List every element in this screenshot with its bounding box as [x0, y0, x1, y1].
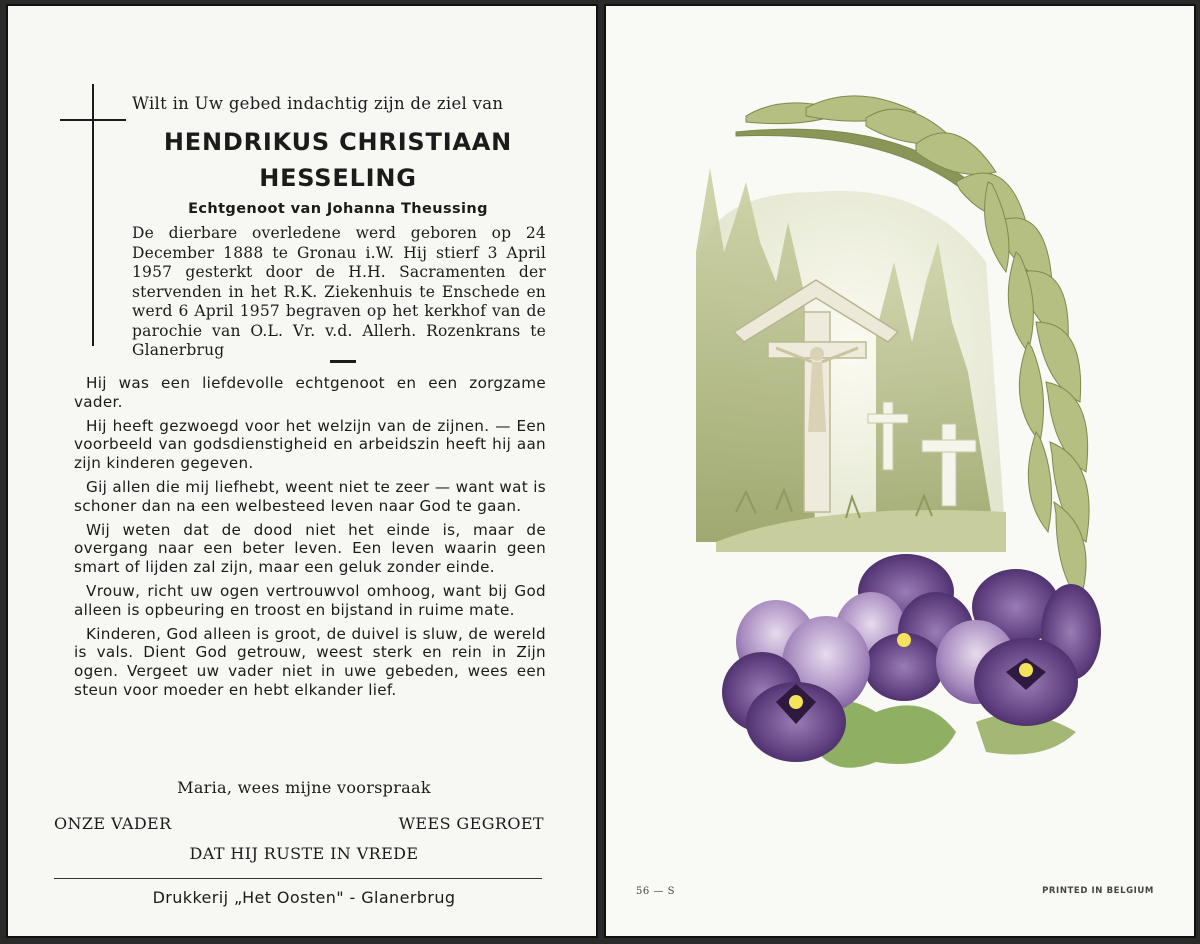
prayer-our-father: ONZE VADER — [54, 814, 172, 833]
memorial-card-text — [6, 4, 598, 938]
intro-line: Wilt in Uw gebed indachtig zijn de ziel van — [132, 94, 504, 113]
verse: Hij was een liefdevolle echtgenoot en een zorgzame vader. — [74, 374, 546, 411]
prayer-hail-mary: WEES GEGROET — [398, 814, 544, 833]
prayer-invocation: Maria, wees mijne voorspraak — [177, 778, 431, 797]
devotional-illustration — [676, 72, 1136, 812]
cross-icon-bar — [60, 119, 126, 121]
footer-divider — [54, 878, 542, 879]
pansy-flower-icon — [722, 554, 1101, 768]
verse: Wij weten dat de dood niet het einde is, maar de overgang naar een beter leven. Een leven waarin geen smart of lijden zal zijn, maar een geluk zonder einde. — [74, 520, 546, 577]
deceased-name: HENDRIKUS CHRISTIAAN — [163, 128, 513, 156]
spouse-line: Echtgenoot van Johanna Theussing — [188, 201, 488, 217]
verse: Hij heeft gezwoegd voor het welzijn van de zijnen. — Een voorbeeld van godsdienstigheid en arbeidszin heeft hij aan zijn kinderen gegeven. — [74, 416, 546, 473]
verse: Kinderen, God alleen is groot, de duivel is sluw, de wereld is vals. Dient God getrouw, weest sterk en rein in Zijn ogen. Vergeet uw vader niet in uwe gebeden, wees een steun voor moeder en hebt elkander lief. — [74, 624, 546, 699]
landscape-scene — [696, 168, 1006, 552]
deceased-surname: HESSELING — [259, 164, 417, 192]
divider — [330, 360, 356, 363]
verse: Gij allen die mij liefhebt, weent niet te zeer — want wat is schoner dan na een welbesteed leven naar God te gaan. — [74, 477, 546, 515]
cross-icon — [92, 84, 94, 346]
card-code: 56 — S — [636, 886, 675, 897]
printer-credit: Drukkerij „Het Oosten" - Glanerbrug — [152, 888, 456, 907]
verse: Vrouw, richt uw ogen vertrouwvol omhoog, want bij God alleen is opbeuring en troost en bijstand in ruime mate. — [74, 581, 546, 619]
memorial-card-picture — [604, 4, 1196, 938]
biography: De dierbare overledene werd geboren op 24 December 1888 te Gronau i.W. Hij stierf 3 April 1957 gesterkt door de H.H. Sacramenten der stervenden in het R.K. Ziekenhuis te Enschede en werd 6 April 1957 begraven op het kerkhof van de parochie van O.L. Vr. v.d. Allerh. Rozenkrans te Glanerbrug — [132, 224, 546, 359]
printed-in: PRINTED IN BELGIUM — [1042, 886, 1154, 896]
rest-in-peace: DAT HIJ RUSTE IN VREDE — [189, 844, 419, 863]
verses — [74, 374, 546, 705]
